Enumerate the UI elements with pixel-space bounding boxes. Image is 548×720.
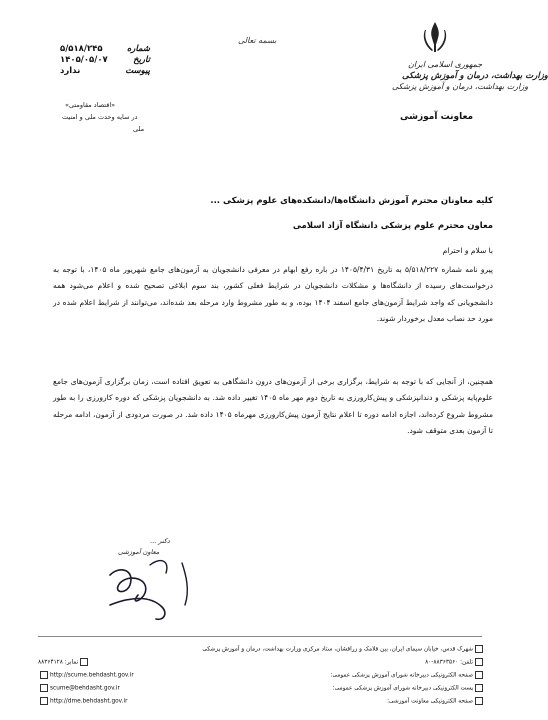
web-icon [40,697,48,705]
footer-link-scume-text[interactable]: http://scume.behdasht.gov.ir [50,672,134,679]
web-icon [40,671,48,679]
footer-divider [38,636,482,637]
attachment-value: ندارد [60,66,81,76]
footer-link-dme[interactable] [38,697,128,705]
footer-right-3-text: صفحه الکترونیکی معاونت آموزشی: [387,698,473,705]
slogan-line-2: ملی [133,125,145,133]
slogan-line-1: در سایه وحدت ملی و امنیت [62,113,138,121]
footer-phone-text: تلفن: ۸۸۳۶۳۵۶۰-۸۰ [425,659,473,666]
footer-link-scume[interactable] [38,671,134,679]
attachment-row [60,66,150,77]
letter-meta [60,44,150,77]
paragraph-2: همچنین، از آنجایی که با توجه به شرایط، برگزاری برخی از آزمون‌های درون دانشگاهی به تعویق افتاده است، زمان برگزاری آزمون‌های جامع علوم‌پایه پزشکی و دندانپزشکی و پیش‌کارورزی به تاریخ دوم مهر ماه ۱۴۰۵ تغییر داده شد. به دانشجویان پزشکی که دوره کارورزی را به طور مشروط شروع کرده‌اند، اجازه ادامه دوره تا اعلام نتایج آزمون پیش‌کارورزی مهرماه ۱۴۰۵ داده شد. در صورت مردودی از آزمون، ادامه مرحله تا آزمون بعدی متوقف شود. [53,377,494,435]
date-label: تاریخ [133,55,150,65]
footer-right-2 [333,684,485,692]
attachment-label: پیوست [125,66,150,76]
web-icon [475,671,483,679]
footer-right-2-text: پست الکترونیکی دبیرخانه شورای آموزش پزشکی عمومی: [332,685,473,692]
signature-title: معاون آموزشی [118,548,160,556]
handwritten-signature [90,535,225,635]
footer-right-3 [387,697,485,705]
fax-icon [80,658,88,666]
signature-name: دکتر ... [150,537,170,545]
footer-right-1 [331,671,485,679]
phone-icon [475,658,483,666]
footer-link-email[interactable] [38,684,120,692]
footer-fax [38,658,90,666]
greeting: با سلام و احترام [442,246,493,255]
footer-phone [425,658,485,666]
footer-link-dme-text[interactable]: http://dme.behdasht.gov.ir [50,698,128,705]
footer-right-1-text: صفحه الکترونیکی دبیرخانه شورای آموزش پزشکی عمومی: [330,672,473,679]
deputy-title: معاونت آموزشی [400,112,474,122]
date-value: ۱۴۰۵/۰۵/۰۷ [60,55,108,65]
date-row [60,55,150,66]
bismillah: بسمه تعالی [238,36,277,45]
email-icon [40,684,48,692]
ministry-line-1: جمهوری اسلامی ایران [408,60,483,69]
footer-address [202,645,485,653]
number-value: ۵/۵۱۸/۲۴۵ [60,44,103,54]
ministry-line-2: وزارت بهداشت، درمان و آموزش پزشکی [402,71,548,81]
email-icon [475,684,483,692]
web-icon [475,697,483,705]
footer-link-email-text[interactable]: scume@behdasht.gov.ir [50,685,120,692]
addressee-1: کلیه معاونان محترم آموزش دانشگاه‌ها/دانشکده‌های علوم پزشکی ... [210,196,493,206]
number-label: شماره [126,44,150,54]
slogan-title: «اقتصاد مقاومتی» [65,101,116,109]
ministry-line-3: وزارت بهداشت، درمان و آموزش پزشکی [392,82,529,91]
number-row [60,44,150,55]
footer-fax-text: نمابر: ۸۸۳۶۴۱۲۸ [38,659,79,666]
footer-address-text: شهرک قدس، خیابان سیمای ایران، بین فلامک و زرافشان، ستاد مرکزی وزارت بهداشت، درمان و آموزش پزشکی [202,646,473,653]
iran-emblem-icon [420,20,450,54]
addressee-2: معاون محترم علوم پزشکی دانشگاه آزاد اسلامی [292,221,493,231]
paragraph-1: پیرو نامه شماره ۵/۵۱۸/۲۲۷ به تاریخ ۱۴۰۵/۴/۳۱ در باره رفع ابهام در معرفی دانشجویان به آزمون‌های جامع شهریور ماه ۱۴۰۵، با توجه به درخواست‌های رسیده از دانشگاه‌ها و مشکلات دانشجویان در شرایط فعلی کشور، بند سوم ابلاغی تصحیح شده و اعلام می‌شود همه دانشجویانی که واجد شرایط آزمون‌های جامع اسفند ۱۴۰۴ بوده، و به طور مشروط وارد مرحله بعد شده‌اند، می‌توانند از شرایط اعلام شده در مورد حد نصاب معدل برخوردار شوند. [53,265,493,323]
location-icon [475,645,483,653]
